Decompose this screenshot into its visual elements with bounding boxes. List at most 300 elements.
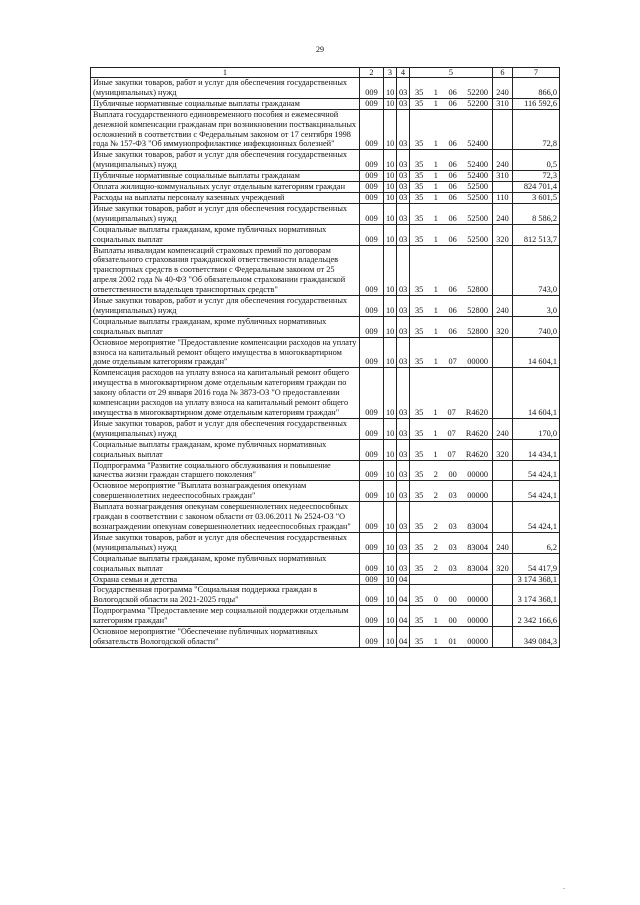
target-article-part: 2 (433, 542, 438, 552)
table-row (91, 368, 560, 419)
target-article-part: R4620 (465, 428, 488, 438)
expense-name: Выплата государственного единовременного пособия и ежемесячной денежной компенсации гражданам при возникновении поствакцинальных осложнений в соответствии с Федеральным законом от 17 сентября 1998 года № 157-ФЗ "Об иммунопрофилактике инфекционных болезней" (91, 109, 360, 150)
expense-name: Социальные выплаты гражданам, кроме публичных нормативных социальных выплат (91, 224, 360, 245)
subsection-code: 03 (397, 78, 410, 99)
target-article-part: 1 (433, 213, 438, 223)
grbs-code: 009 (360, 439, 384, 460)
amount: 72,3 (513, 171, 560, 182)
grbs-code: 009 (360, 460, 384, 481)
target-article-part: 35 (415, 563, 424, 573)
column-header: 1 (91, 68, 360, 78)
target-article-part: 52500 (467, 213, 488, 223)
target-article-part: 35 (415, 470, 424, 480)
target-article-part: 00000 (467, 595, 488, 605)
table-row (91, 418, 560, 439)
target-article-part: 07 (447, 408, 456, 417)
subsection-code: 03 (397, 553, 410, 574)
amount: 54 417,9 (513, 553, 560, 574)
target-article-parts (412, 306, 490, 316)
expense-type-code (493, 585, 513, 606)
subsection-code: 04 (397, 574, 410, 585)
expense-type-code: 240 (493, 296, 513, 317)
expense-name: Иные закупки товаров, работ и услуг для обеспечения государственных (муниципальных) нужд (91, 203, 360, 224)
table-row (91, 627, 560, 648)
expense-type-code (493, 109, 513, 150)
target-article-part: 35 (415, 234, 424, 244)
table-row (91, 182, 560, 193)
target-article-part: 52400 (467, 139, 488, 149)
target-article-code (410, 418, 493, 439)
section-code: 10 (384, 368, 397, 419)
target-article-part: 35 (415, 213, 424, 223)
expense-type-code (493, 337, 513, 368)
target-article-part: 1 (433, 428, 438, 438)
target-article-part: 2 (433, 491, 438, 501)
target-article-code (410, 574, 493, 585)
target-article-part: 35 (415, 491, 424, 501)
column-header: 4 (397, 68, 410, 78)
target-article-part: 00000 (467, 636, 488, 646)
target-article-part: 00 (448, 595, 457, 605)
table-row (91, 606, 560, 627)
section-code: 10 (384, 574, 397, 585)
target-article-part: 35 (415, 357, 424, 367)
table-row (91, 574, 560, 585)
subsection-code: 03 (397, 296, 410, 317)
expense-type-code (493, 460, 513, 481)
grbs-code: 009 (360, 109, 384, 150)
table-row (91, 460, 560, 481)
target-article-part: 35 (415, 595, 424, 605)
target-article-part: 35 (415, 139, 424, 149)
grbs-code: 009 (360, 337, 384, 368)
expense-name: Расходы на выплаты персоналу казенных учреждений (91, 192, 360, 203)
amount: 812 513,7 (513, 224, 560, 245)
section-code: 10 (384, 606, 397, 627)
subsection-code: 03 (397, 150, 410, 171)
table-row (91, 109, 560, 150)
target-article-part: 35 (415, 87, 424, 97)
expense-type-code: 320 (493, 316, 513, 337)
target-article-part: 01 (448, 636, 457, 646)
target-article-part: 83004 (467, 521, 488, 531)
section-code: 10 (384, 627, 397, 648)
grbs-code: 009 (360, 296, 384, 317)
section-code: 10 (384, 337, 397, 368)
target-article-parts (412, 637, 490, 647)
expense-name: Социальные выплаты гражданам, кроме публичных нормативных социальных выплат (91, 439, 360, 460)
amount: 14 604,1 (513, 368, 560, 419)
target-article-code (410, 439, 493, 460)
grbs-code: 009 (360, 150, 384, 171)
subsection-code: 03 (397, 502, 410, 533)
target-article-part: 1 (433, 285, 438, 295)
expense-name: Социальные выплаты гражданам, кроме публичных нормативных социальных выплат (91, 553, 360, 574)
target-article-part: 06 (448, 305, 457, 315)
target-article-parts (412, 214, 490, 224)
target-article-part: 35 (415, 305, 424, 315)
section-code: 10 (384, 553, 397, 574)
target-article-part: 03 (448, 563, 457, 573)
target-article-part: 83004 (467, 563, 488, 573)
target-article-part: 1 (433, 234, 438, 244)
subsection-code: 03 (397, 460, 410, 481)
target-article-part: 52500 (467, 234, 488, 244)
section-code: 10 (384, 203, 397, 224)
subsection-code: 04 (397, 627, 410, 648)
expense-name: Государственная программа "Социальная поддержка граждан в Вологодской области на 2021-2025 годы" (91, 585, 360, 606)
expense-type-code (493, 627, 513, 648)
target-article-part: 35 (415, 98, 424, 108)
amount: 14 434,1 (513, 439, 560, 460)
target-article-part: 2 (433, 521, 438, 531)
amount: 6,2 (513, 532, 560, 553)
target-article-code (410, 203, 493, 224)
target-article-part: 1 (433, 449, 438, 459)
subsection-code: 03 (397, 337, 410, 368)
subsection-code: 03 (397, 418, 410, 439)
target-article-part: 1 (433, 160, 438, 170)
amount: 14 604,1 (513, 337, 560, 368)
target-article-parts (412, 408, 490, 418)
expense-name: Охрана семьи и детства (91, 574, 360, 585)
target-article-code (410, 368, 493, 419)
subsection-code: 03 (397, 203, 410, 224)
subsection-code: 03 (397, 109, 410, 150)
target-article-code (410, 192, 493, 203)
section-code: 10 (384, 150, 397, 171)
budget-table (90, 67, 560, 648)
target-article-part: 35 (415, 428, 424, 438)
expense-name: Подпрограмма "Развитие социального обслуживания и повышение качества жизни граждан старшего поколения" (91, 460, 360, 481)
expense-type-code (493, 368, 513, 419)
target-article-part: 35 (415, 636, 424, 646)
subsection-code: 03 (397, 192, 410, 203)
amount: 54 424,1 (513, 460, 560, 481)
expense-type-code (493, 606, 513, 627)
target-article-part: 35 (415, 449, 424, 459)
subsection-code: 03 (397, 368, 410, 419)
expense-type-code: 240 (493, 418, 513, 439)
expense-name: Иные закупки товаров, работ и услуг для обеспечения государственных (муниципальных) нужд (91, 532, 360, 553)
target-article-code (410, 502, 493, 533)
section-code: 10 (384, 182, 397, 193)
target-article-part: 52800 (467, 285, 488, 295)
grbs-code: 009 (360, 245, 384, 296)
target-article-part: 83004 (467, 542, 488, 552)
target-article-part: 06 (448, 98, 457, 108)
amount: 740,0 (513, 316, 560, 337)
expense-type-code: 240 (493, 78, 513, 99)
target-article-part: 35 (415, 285, 424, 295)
target-article-part: 52800 (467, 305, 488, 315)
section-code: 10 (384, 460, 397, 481)
table-row (91, 78, 560, 99)
expense-name: Выплаты инвалидам компенсаций страховых премий по договорам обязательного страхования гражданской ответственности владельцев транспортных средств в соответствии с Федеральным законом от 25 апреля 2002 года № 40-ФЗ "Об обязательном страховании гражданской ответственности владельцев транспортных средств" (91, 245, 360, 296)
target-article-part: 03 (448, 542, 457, 552)
subsection-code: 04 (397, 606, 410, 627)
expense-type-code (493, 182, 513, 193)
expense-type-code (493, 502, 513, 533)
target-article-part: 06 (448, 213, 457, 223)
subsection-code: 03 (397, 532, 410, 553)
amount: 824 701,4 (513, 182, 560, 193)
table-row (91, 502, 560, 533)
target-article-part: 1 (433, 408, 438, 417)
target-article-parts (412, 327, 490, 337)
column-header: 5 (410, 68, 493, 78)
expense-name: Иные закупки товаров, работ и услуг для обеспечения государственных (муниципальных) нужд (91, 418, 360, 439)
target-article-code (410, 481, 493, 502)
grbs-code: 009 (360, 78, 384, 99)
target-article-code (410, 171, 493, 182)
target-article-parts (412, 522, 490, 532)
target-article-part: 07 (447, 428, 456, 438)
section-code: 10 (384, 532, 397, 553)
grbs-code: 009 (360, 224, 384, 245)
target-article-part: 52400 (467, 160, 488, 170)
table-row (91, 439, 560, 460)
amount: 0,5 (513, 150, 560, 171)
amount: 743,0 (513, 245, 560, 296)
target-article-part: 06 (448, 160, 457, 170)
expense-name: Социальные выплаты гражданам, кроме публичных нормативных социальных выплат (91, 316, 360, 337)
expense-type-code: 320 (493, 224, 513, 245)
target-article-part: 06 (448, 87, 457, 97)
target-article-parts (412, 171, 490, 181)
section-code: 10 (384, 439, 397, 460)
target-article-part: 52200 (467, 87, 488, 97)
target-article-part: 35 (415, 171, 424, 181)
target-article-part: 0 (433, 595, 438, 605)
target-article-part: 35 (415, 542, 424, 552)
table-row (91, 192, 560, 203)
section-code: 10 (384, 78, 397, 99)
grbs-code: 009 (360, 553, 384, 574)
target-article-part: 52800 (467, 326, 488, 336)
expense-type-code (493, 574, 513, 585)
amount: 54 424,1 (513, 502, 560, 533)
table-row (91, 245, 560, 296)
target-article-part: 52400 (467, 171, 488, 181)
expense-name: Основное мероприятие "Обеспечение публичных нормативных обязательств Вологодской области" (91, 627, 360, 648)
grbs-code: 009 (360, 316, 384, 337)
target-article-code (410, 460, 493, 481)
grbs-code: 009 (360, 171, 384, 182)
target-article-part: 2 (433, 470, 438, 480)
table-row (91, 203, 560, 224)
target-article-parts (412, 182, 490, 192)
target-article-part: 1 (433, 305, 438, 315)
expense-name: Публичные нормативные социальные выплаты гражданам (91, 98, 360, 109)
amount: 54 424,1 (513, 481, 560, 502)
target-article-part: 1 (433, 98, 438, 108)
amount: 3 174 368,1 (513, 574, 560, 585)
target-article-parts (412, 285, 490, 295)
section-code: 10 (384, 224, 397, 245)
target-article-parts (412, 139, 490, 149)
subsection-code: 03 (397, 171, 410, 182)
target-article-part: 00 (448, 470, 457, 480)
table-row (91, 337, 560, 368)
expense-name: Публичные нормативные социальные выплаты гражданам (91, 171, 360, 182)
expense-name: Основное мероприятие "Выплата вознаграждения опекунам совершеннолетних недееспособных граждан" (91, 481, 360, 502)
target-article-code (410, 109, 493, 150)
target-article-parts (412, 543, 490, 553)
target-article-part: 03 (448, 491, 457, 501)
target-article-part: 35 (415, 182, 424, 192)
target-article-parts (412, 429, 490, 439)
table-row (91, 150, 560, 171)
target-article-code (410, 78, 493, 99)
target-article-part: 2 (433, 563, 438, 573)
grbs-code: 009 (360, 98, 384, 109)
target-article-parts (412, 491, 490, 501)
target-article-part: 1 (433, 357, 438, 367)
amount: 349 084,3 (513, 627, 560, 648)
target-article-parts (412, 88, 490, 98)
target-article-part: 52200 (467, 98, 488, 108)
expense-name: Выплата вознаграждения опекунам совершеннолетних недееспособных граждан в соответствии с законом области от 03.06.2011 № 2524-ОЗ "О вознаграждении опекунам совершеннолетних недееспособных граждан" (91, 502, 360, 533)
amount: 3,0 (513, 296, 560, 317)
target-article-part: 35 (415, 521, 424, 531)
expense-type-code (493, 481, 513, 502)
amount: 866,0 (513, 78, 560, 99)
target-article-code (410, 224, 493, 245)
target-article-part: 03 (448, 521, 457, 531)
target-article-part: 35 (415, 616, 424, 626)
expense-name: Иные закупки товаров, работ и услуг для обеспечения государственных (муниципальных) нужд (91, 296, 360, 317)
section-code: 10 (384, 316, 397, 337)
target-article-part: 06 (448, 192, 457, 202)
section-code: 10 (384, 502, 397, 533)
target-article-part: 1 (433, 326, 438, 336)
subsection-code: 03 (397, 439, 410, 460)
expense-name: Компенсация расходов на уплату взноса на капитальный ремонт общего имущества в многоквартирном доме отдельным категориям граждан по закону области от 29 января 2016 года № 3873-ОЗ "О предоставлении компенсации расходов на уплату взноса на капитальный ремонт общего имущества в многоквартирном доме отдельным категориям граждан" (91, 368, 360, 419)
target-article-parts (412, 160, 490, 170)
expense-name: Основное мероприятие "Предоставление компенсации расходов на уплату взноса на капитальный ремонт общего имущества в многоквартирном доме отдельным категориям граждан" (91, 337, 360, 368)
table-row (91, 224, 560, 245)
subsection-code: 03 (397, 481, 410, 502)
target-article-part: 00000 (467, 357, 488, 367)
table-row (91, 98, 560, 109)
table-row (91, 171, 560, 182)
amount: 3 174 368,1 (513, 585, 560, 606)
target-article-code (410, 316, 493, 337)
column-header: 7 (513, 68, 560, 78)
amount: 8 586,2 (513, 203, 560, 224)
target-article-part: R4620 (465, 449, 488, 459)
target-article-part: 00 (448, 616, 457, 626)
expense-type-code: 320 (493, 439, 513, 460)
grbs-code: 009 (360, 418, 384, 439)
expense-name: Подпрограмма "Предоставление мер социальной поддержки отдельным категориям граждан" (91, 606, 360, 627)
target-article-code (410, 585, 493, 606)
target-article-part: 1 (433, 636, 438, 646)
target-article-parts (412, 357, 490, 367)
target-article-part: 1 (433, 171, 438, 181)
table-row (91, 316, 560, 337)
target-article-part: 06 (448, 285, 457, 295)
table-row (91, 296, 560, 317)
subsection-code: 03 (397, 245, 410, 296)
section-code: 10 (384, 245, 397, 296)
target-article-parts (412, 616, 490, 626)
grbs-code: 009 (360, 192, 384, 203)
subsection-code: 03 (397, 98, 410, 109)
target-article-code (410, 150, 493, 171)
target-article-part: 06 (448, 139, 457, 149)
page-number: 29 (316, 45, 324, 54)
target-article-part: 06 (448, 234, 457, 244)
target-article-part: 00000 (467, 470, 488, 480)
expense-type-code: 110 (493, 192, 513, 203)
footer-mark: - (563, 884, 566, 892)
target-article-code (410, 245, 493, 296)
target-article-part: 06 (448, 182, 457, 192)
section-code: 10 (384, 109, 397, 150)
target-article-code (410, 98, 493, 109)
target-article-part: 1 (433, 87, 438, 97)
section-code: 10 (384, 296, 397, 317)
target-article-parts (412, 99, 490, 109)
grbs-code: 009 (360, 481, 384, 502)
expense-type-code (493, 245, 513, 296)
section-code: 10 (384, 171, 397, 182)
subsection-code: 03 (397, 316, 410, 337)
grbs-code: 009 (360, 585, 384, 606)
target-article-part: 35 (415, 192, 424, 202)
target-article-part: 1 (433, 139, 438, 149)
column-header: 6 (493, 68, 513, 78)
expense-type-code: 240 (493, 150, 513, 171)
expense-name: Иные закупки товаров, работ и услуг для обеспечения государственных (муниципальных) нужд (91, 150, 360, 171)
target-article-part: 1 (433, 192, 438, 202)
expense-name: Оплата жилищно-коммунальных услуг отдельным категориям граждан (91, 182, 360, 193)
target-article-part: 1 (433, 182, 438, 192)
grbs-code: 009 (360, 502, 384, 533)
target-article-parts (412, 564, 490, 574)
grbs-code: 009 (360, 532, 384, 553)
column-header: 2 (360, 68, 384, 78)
target-article-part: 52500 (467, 182, 488, 192)
grbs-code: 009 (360, 606, 384, 627)
column-header: 3 (384, 68, 397, 78)
grbs-code: 009 (360, 574, 384, 585)
amount: 2 342 166,6 (513, 606, 560, 627)
subsection-code: 03 (397, 182, 410, 193)
section-code: 10 (384, 481, 397, 502)
expense-type-code: 240 (493, 203, 513, 224)
expense-type-code: 240 (493, 532, 513, 553)
amount: 116 592,6 (513, 98, 560, 109)
table-row (91, 532, 560, 553)
target-article-part: 00000 (467, 491, 488, 501)
target-article-code (410, 627, 493, 648)
target-article-code (410, 296, 493, 317)
section-code: 10 (384, 585, 397, 606)
target-article-part: 52500 (467, 192, 488, 202)
amount: 3 601,5 (513, 192, 560, 203)
target-article-code (410, 182, 493, 193)
target-article-code (410, 532, 493, 553)
expense-type-code: 310 (493, 171, 513, 182)
target-article-part: 07 (448, 357, 457, 367)
table-row (91, 553, 560, 574)
section-code: 10 (384, 98, 397, 109)
target-article-parts (412, 193, 490, 203)
expense-type-code: 310 (493, 98, 513, 109)
